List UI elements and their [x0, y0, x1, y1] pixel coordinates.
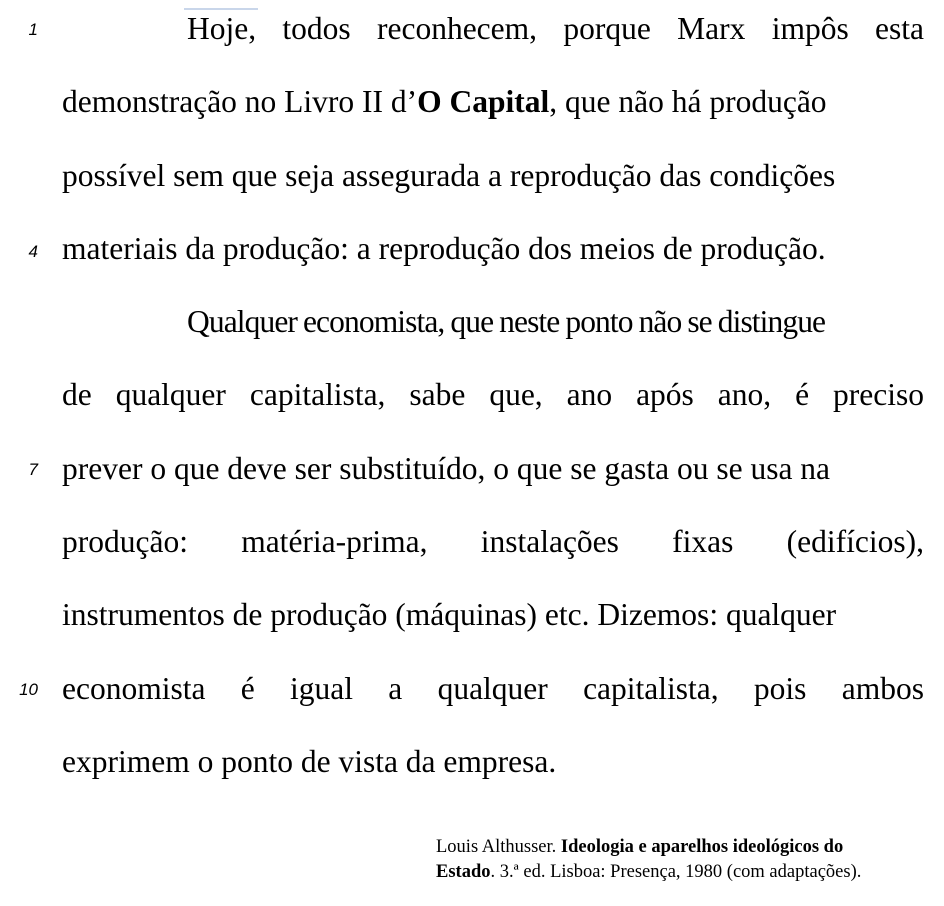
word: fixas: [672, 524, 734, 559]
line-number-1: 1: [28, 20, 38, 39]
word: produção:: [62, 524, 188, 559]
citation-title: Estado: [436, 862, 491, 882]
word: preciso: [833, 377, 924, 412]
word: é: [240, 671, 255, 706]
citation-title: Ideologia e aparelhos ideológicos do: [560, 837, 844, 857]
word: reconhecem,: [377, 11, 538, 46]
citation-publication: . 3.ª ed. Lisboa: Presença, 1980 (com adaptações).: [490, 862, 862, 882]
word: Marx: [677, 11, 746, 46]
text-line-7: prever o que deve ser substituído, o que se gasta ou se usa na: [62, 451, 831, 486]
word: impôs: [771, 11, 849, 46]
text-line-5: Qualquer economista, que neste ponto não se distingue: [187, 304, 826, 339]
word: (edifícios),: [786, 524, 924, 559]
word: ano,: [717, 377, 772, 412]
citation-author: Louis Althusser.: [436, 837, 561, 857]
text-segment: demonstração no Livro II d’: [62, 84, 418, 119]
word: qualquer: [437, 671, 548, 706]
word: esta: [875, 11, 924, 46]
word: sabe: [409, 377, 466, 412]
text-line-2: [62, 84, 924, 120]
word: Hoje,: [187, 11, 257, 46]
word: porque: [563, 11, 651, 46]
word: de: [62, 377, 92, 412]
word: é: [795, 377, 810, 412]
word: que,: [489, 377, 543, 412]
text-line-9: instrumentos de produção (máquinas) etc. Dizemos: qualquer: [62, 597, 837, 632]
word: após: [636, 377, 694, 412]
text-line-11: exprimem o ponto de vista da empresa.: [62, 744, 557, 779]
text-line-4: materiais da produção: a reprodução dos meios de produção.: [62, 231, 826, 266]
word: todos: [282, 11, 351, 46]
line-number-10: 10: [19, 680, 38, 699]
selection-highlight: [184, 8, 258, 10]
text-line-8: [62, 524, 924, 560]
book-title-o-capital: O Capital: [417, 84, 550, 119]
text-line-6: [62, 377, 924, 413]
text-line-3: possível sem que seja assegurada a reprodução das condições: [62, 158, 836, 193]
citation-line-1: [436, 835, 924, 860]
word: ano: [566, 377, 613, 412]
text-line-10: [62, 671, 924, 707]
text-segment: , que não há produção: [549, 84, 827, 119]
word: ambos: [841, 671, 924, 706]
word: a: [388, 671, 403, 706]
text-line-1: [187, 11, 924, 47]
word: capitalista,: [249, 377, 386, 412]
word: igual: [290, 671, 354, 706]
citation-line-2: [436, 860, 924, 885]
word: qualquer: [115, 377, 226, 412]
word: matéria-prima,: [241, 524, 428, 559]
word: capitalista,: [583, 671, 719, 706]
word: economista: [62, 671, 206, 706]
line-number-7: 7: [28, 460, 38, 479]
word: instalações: [480, 524, 619, 559]
word: pois: [753, 671, 807, 706]
line-number-4: 4: [28, 242, 38, 261]
